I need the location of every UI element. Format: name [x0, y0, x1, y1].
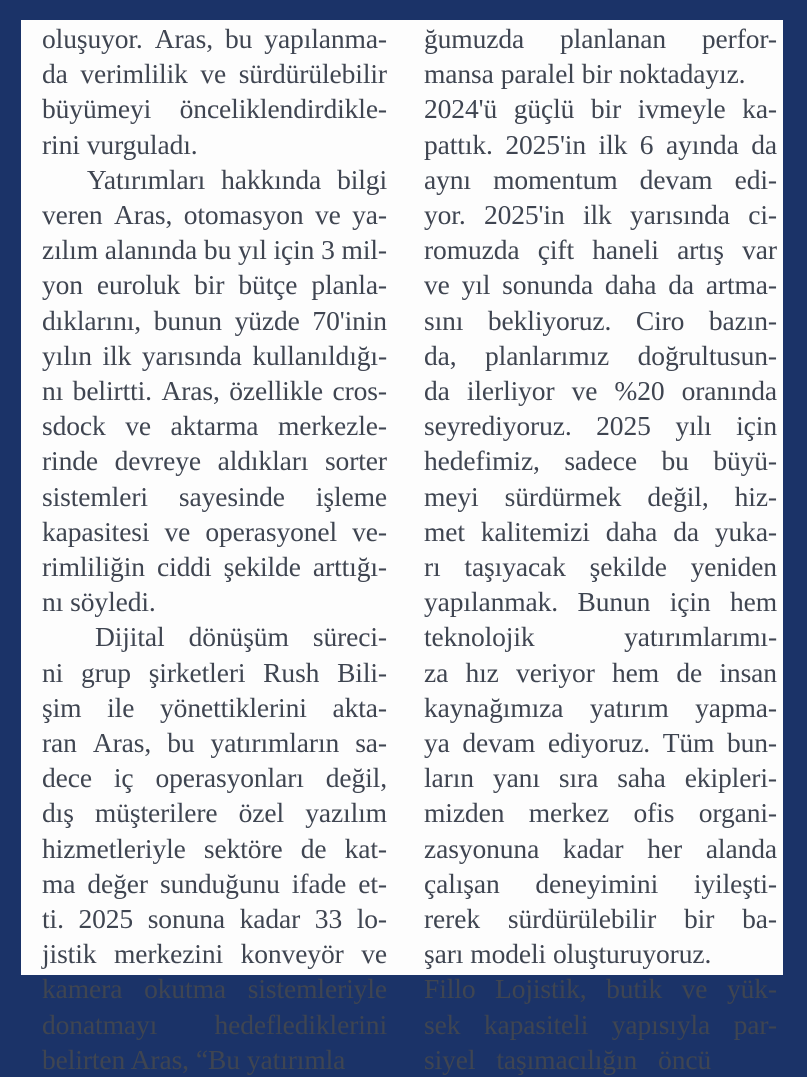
text-line [42, 795, 387, 830]
text-word: sonunda [502, 269, 594, 301]
text-word: sektöre [203, 832, 283, 864]
text-line [424, 901, 777, 936]
text-word: rinde [42, 445, 99, 477]
text-line [424, 760, 777, 795]
text-word: belirtti. [72, 375, 152, 407]
text-line [424, 549, 777, 584]
text-word: ka- [742, 93, 777, 125]
text-word: bu [225, 23, 253, 54]
text-word: cros- [332, 375, 387, 407]
text-word: yazılım [305, 797, 387, 829]
text-word: için [273, 234, 315, 266]
text-word: ilk [102, 339, 132, 371]
text-word: da [42, 58, 68, 90]
text-line: siyel taşımacılığın öncü [424, 1043, 712, 1075]
text-word: aldıkları [217, 445, 309, 477]
text-word: hiz- [734, 480, 777, 512]
text-word: Aras, [154, 23, 214, 54]
text-line [42, 197, 387, 232]
text-word: bunun [153, 304, 222, 336]
text-word: kalitemizi [480, 515, 590, 547]
text-word: güçlü [513, 93, 575, 125]
text-word: ların [424, 762, 474, 794]
text-line [42, 162, 387, 197]
text-word: daha [604, 269, 657, 301]
text-word: bir [194, 269, 225, 301]
text-word: ve [200, 58, 227, 90]
text-line: mansa paralel bir noktadayız. [424, 58, 746, 90]
text-word: sek [424, 1008, 461, 1040]
text-word: kullanıldığı- [252, 339, 387, 371]
text-word: için [736, 410, 777, 442]
text-word: ediyoruz. [547, 727, 651, 759]
text-word: Bili- [337, 656, 387, 688]
text-word: ve [681, 973, 708, 1005]
text-word: ran [42, 727, 77, 759]
text-word: kaynağımıza [424, 691, 564, 723]
text-word: sürdürmek [504, 480, 622, 512]
text-word: otomasyon [183, 199, 304, 231]
text-line [424, 725, 777, 760]
text-word: rı [424, 551, 441, 583]
text-word: romuzda [424, 234, 520, 266]
text-line: nı söyledi. [42, 586, 156, 618]
text-word: yük- [726, 973, 777, 1005]
text-word: meyi [424, 480, 479, 512]
text-word: 2024'ü [424, 93, 498, 125]
text-word: her [647, 832, 683, 864]
text-word: büyümeyi [42, 93, 152, 125]
text-word: yüzde [234, 304, 300, 336]
paragraph-indent [42, 619, 71, 654]
text-word: dıklarını, [42, 304, 142, 336]
text-word: bekliyoruz. [487, 304, 612, 336]
column-gutter [400, 21, 424, 975]
text-word: aynı [424, 163, 471, 195]
text-word: grup [80, 656, 131, 688]
text-word: ve [424, 269, 450, 301]
text-word: kamera [42, 973, 123, 1005]
text-word: kadar [562, 832, 624, 864]
text-word: yarısında [141, 339, 242, 371]
text-word: de [676, 656, 703, 688]
text-word: yanı [492, 762, 540, 794]
text-word: yapma- [695, 691, 777, 723]
text-word: 2025 [78, 903, 134, 935]
text-word: sunduğunu [159, 867, 280, 899]
text-line [42, 408, 387, 443]
text-word: par- [733, 1008, 777, 1040]
text-word: sistemleriyle [247, 973, 387, 1005]
text-word: süreci- [312, 621, 387, 653]
text-word: değil, [325, 762, 387, 794]
text-word: met [424, 515, 465, 547]
text-word: devam [639, 163, 713, 195]
text-word: akta- [332, 691, 387, 723]
text-line [424, 584, 777, 619]
text-word: sürdürülebilir [238, 58, 387, 90]
text-word: şim [42, 691, 82, 723]
text-word: verimlilik [80, 58, 188, 90]
text-word: yarısında [630, 199, 730, 231]
text-word: yönettiklerini [160, 691, 307, 723]
text-word: sorter [324, 445, 387, 477]
text-word: euroluk [96, 269, 181, 301]
text-word: donatmayı [42, 1008, 158, 1040]
text-word: özel [238, 797, 285, 829]
text-word: hız [465, 656, 499, 688]
text-word: za [424, 656, 449, 688]
text-line [42, 443, 387, 478]
text-word: oluşuyor. [42, 23, 143, 54]
text-word: yor. [424, 199, 466, 231]
text-line [42, 338, 387, 373]
text-line [42, 971, 387, 1006]
text-word: sıra [558, 762, 599, 794]
text-line [42, 303, 387, 338]
text-word: doğrultusun- [637, 339, 777, 371]
text-word: merkezini [113, 938, 224, 970]
text-word: bilgi [337, 163, 387, 195]
text-line [42, 514, 387, 549]
text-word: rerek [424, 903, 480, 935]
text-line [42, 901, 387, 936]
text-word: perfor- [701, 23, 777, 54]
text-word: ilk [598, 128, 628, 160]
text-word: ma [42, 867, 76, 899]
text-word: Aras, [161, 375, 220, 407]
text-line: şarı modeli oluşturuyoruz. [424, 938, 712, 970]
text-word: 6 [639, 128, 654, 160]
text-word: planlarımız [485, 339, 610, 371]
text-word: sa- [355, 727, 387, 759]
text-word: dönüşüm [188, 621, 289, 653]
text-word: ivmeyle [637, 93, 726, 125]
text-word: Bunun [577, 586, 651, 618]
text-word: deneyimini [535, 867, 659, 899]
text-word: planla- [311, 269, 387, 301]
text-word: devreye [114, 445, 201, 477]
text-line [42, 760, 387, 795]
text-line [424, 690, 777, 725]
text-word: Rush [263, 656, 320, 688]
text-word: değer [87, 867, 148, 899]
text-word: ve [314, 199, 341, 231]
text-word: yıl [461, 269, 491, 301]
text-word: 2025'in [483, 199, 565, 231]
text-word: da [424, 375, 450, 407]
text-word: rimliliğin [42, 551, 145, 583]
text-word: yatırımların [210, 727, 340, 759]
text-word: %20 [614, 375, 665, 407]
text-word: müşterilere [94, 797, 218, 829]
text-word: lo- [356, 903, 387, 935]
text-word: da [668, 269, 694, 301]
article-column-right [424, 21, 783, 1075]
text-word: alanda [705, 832, 777, 864]
text-word: ve [125, 410, 151, 442]
text-word: kat- [344, 832, 387, 864]
text-word: okutma [144, 973, 226, 1005]
text-word: ğumuzda [424, 23, 525, 54]
text-line [42, 936, 387, 971]
text-word: merkez [528, 797, 610, 829]
text-word: sonuna [147, 903, 225, 935]
text-word: bir [590, 93, 622, 125]
text-word: veren [42, 199, 103, 231]
text-word: kadar [239, 903, 301, 935]
text-word: sdock [42, 410, 106, 442]
text-word: taşıyacak [464, 551, 566, 583]
text-word: büyü- [713, 445, 777, 477]
text-word: çift [537, 234, 574, 266]
text-word: ve- [352, 515, 387, 547]
text-line [42, 232, 387, 267]
text-word: organi- [698, 797, 777, 829]
text-word: operasyonları [155, 762, 304, 794]
text-word: önceliklendirdikle- [179, 93, 387, 125]
text-word: yuka- [714, 515, 777, 547]
text-word: hakkında [221, 163, 322, 195]
text-word: ti. [42, 903, 64, 935]
text-word: kapasiteli [483, 1008, 589, 1040]
text-word: momentum [493, 163, 618, 195]
text-word: ciddi [157, 551, 212, 583]
text-word: ifade [291, 867, 347, 899]
text-line [424, 408, 777, 443]
text-word: Aras, [114, 199, 173, 231]
text-line [424, 655, 777, 690]
text-line: rini vurguladı. [42, 128, 198, 160]
text-word: iyileşti- [693, 867, 777, 899]
text-word: nı [42, 375, 64, 407]
text-word: planlanan [560, 23, 666, 54]
text-line [424, 1007, 777, 1042]
text-word: iç [113, 762, 134, 794]
text-line [42, 267, 387, 302]
text-word: yon [42, 269, 83, 301]
text-word: ve [164, 515, 191, 547]
text-line [42, 479, 387, 514]
text-word: pattık. [424, 128, 493, 160]
text-word: hedefimiz, [424, 445, 540, 477]
text-line [42, 373, 387, 408]
text-word: edi- [734, 163, 777, 195]
text-word: sadece [564, 445, 638, 477]
text-word: yeniden [690, 551, 777, 583]
article-column-left-text [42, 21, 387, 1077]
text-word: bu [167, 727, 195, 759]
text-word: dış [42, 797, 74, 829]
text-word: 2025'in [505, 128, 586, 160]
text-word: değil, [647, 480, 709, 512]
text-word: et- [358, 867, 387, 899]
text-line [42, 831, 387, 866]
text-word: işleme [315, 480, 387, 512]
text-line [42, 21, 387, 56]
text-word: arttığı- [312, 551, 387, 583]
text-word: şirketleri [148, 656, 246, 688]
text-line [424, 443, 777, 478]
text-word: yıl [238, 234, 267, 266]
text-word: merkezle- [277, 410, 387, 442]
text-line [424, 267, 777, 302]
text-word: da [673, 515, 699, 547]
text-word: bazın- [708, 304, 777, 336]
clipping-page [21, 20, 783, 1075]
text-line [424, 514, 777, 549]
article-column-right-text [424, 21, 777, 1077]
text-line [424, 866, 777, 901]
text-line [424, 338, 777, 373]
text-line [424, 479, 777, 514]
text-word: bütçe [238, 269, 298, 301]
text-line [42, 690, 387, 725]
text-word: 70'inin [312, 304, 387, 336]
text-word: bu [203, 234, 232, 266]
article-column-left [21, 21, 400, 1075]
text-word: yapılanma- [264, 23, 387, 54]
text-word: Ciro [635, 304, 685, 336]
paragraph-indent [42, 162, 71, 197]
text-line [42, 655, 387, 690]
text-word: ve [571, 375, 598, 407]
text-line [42, 619, 387, 654]
text-word: özellikle [229, 375, 323, 407]
text-word: ilk [582, 199, 612, 231]
text-word: operasyonel [205, 515, 338, 547]
text-line: belirten Aras, “Bu yatırımla [42, 1043, 346, 1075]
text-word: bir [684, 903, 715, 935]
text-word: sistemleri [42, 480, 148, 512]
text-word: bun- [726, 727, 777, 759]
text-word: yapısıyla [611, 1008, 711, 1040]
text-word: için [669, 586, 711, 618]
text-line [424, 619, 777, 654]
text-word: ekipleri- [684, 762, 777, 794]
text-word: sayesinde [178, 480, 285, 512]
text-word: ofis [633, 797, 675, 829]
text-word: konveyör [240, 938, 344, 970]
text-word: hem [729, 586, 777, 618]
text-word: haneli [592, 234, 659, 266]
text-word: ayında [665, 128, 739, 160]
text-line [42, 56, 387, 91]
text-line [424, 127, 777, 162]
text-word: hizmetleriyle [42, 832, 186, 864]
text-word: seyrediyoruz. [424, 410, 572, 442]
text-word: Yatırımları [86, 163, 206, 195]
text-word: yılı [675, 410, 712, 442]
text-word: ya [424, 727, 450, 759]
text-word: 3 [321, 234, 335, 266]
text-word: yatırım [589, 691, 669, 723]
text-word: jistik [42, 938, 97, 970]
text-word: artış [677, 234, 724, 266]
text-word: yatırımlarımı- [624, 621, 777, 653]
text-word: saha [617, 762, 666, 794]
text-word: yapılanmak. [424, 586, 559, 618]
text-word: Dijital [94, 621, 165, 653]
text-word: da [751, 128, 777, 160]
text-line [424, 373, 777, 408]
text-word: yılın [42, 339, 92, 371]
text-word: Tüm [662, 727, 715, 759]
text-line [424, 971, 777, 1006]
text-word: insan [719, 656, 777, 688]
text-word: da, [424, 339, 457, 371]
text-word: ni [42, 656, 64, 688]
text-line [42, 549, 387, 584]
text-word: mizden [424, 797, 505, 829]
text-word: kapasitesi [42, 515, 150, 547]
text-word: ci- [748, 199, 777, 231]
text-word: daha [605, 515, 658, 547]
text-word: Fillo [424, 973, 476, 1005]
text-word: ya- [352, 199, 387, 231]
text-word: şekilde [223, 551, 301, 583]
text-word: dece [42, 762, 92, 794]
text-word: şekilde [589, 551, 667, 583]
text-word: ba- [742, 903, 777, 935]
text-word: ile [107, 691, 135, 723]
text-word: ilerliyor [466, 375, 555, 407]
text-word: veriyor [516, 656, 595, 688]
text-word: teknolojik [424, 621, 535, 653]
text-word: sürdürülebilir [507, 903, 657, 935]
text-word: sını [424, 304, 464, 336]
text-word: 33 [314, 903, 343, 935]
text-word: oranında [681, 375, 777, 407]
text-word: Aras, [92, 727, 152, 759]
text-word: hem [612, 656, 660, 688]
article-columns [21, 20, 783, 1075]
text-line [424, 21, 777, 56]
text-word: artma- [705, 269, 777, 301]
text-line [424, 232, 777, 267]
text-line [424, 162, 777, 197]
text-word: Lojistik, [495, 973, 587, 1005]
text-word: aktarma [170, 410, 259, 442]
text-line [424, 197, 777, 232]
text-word: alanında [104, 234, 198, 266]
text-line [42, 1007, 387, 1042]
text-word: de [300, 832, 327, 864]
text-word: var [742, 234, 777, 266]
text-line [42, 725, 387, 760]
text-word: çalışan [424, 867, 500, 899]
text-line [424, 91, 777, 126]
text-line [424, 795, 777, 830]
text-word: ve [361, 938, 387, 970]
text-word: devam [462, 727, 536, 759]
text-word: butik [606, 973, 663, 1005]
text-word: bu [661, 445, 689, 477]
text-word: hedeflediklerini [214, 1008, 387, 1040]
text-line [424, 831, 777, 866]
text-line [424, 303, 777, 338]
text-word: mil- [341, 234, 387, 266]
text-word: 2025 [596, 410, 651, 442]
text-word: zasyonuna [424, 832, 540, 864]
text-line [42, 91, 387, 126]
text-line [42, 866, 387, 901]
text-word: zılım [42, 234, 99, 266]
